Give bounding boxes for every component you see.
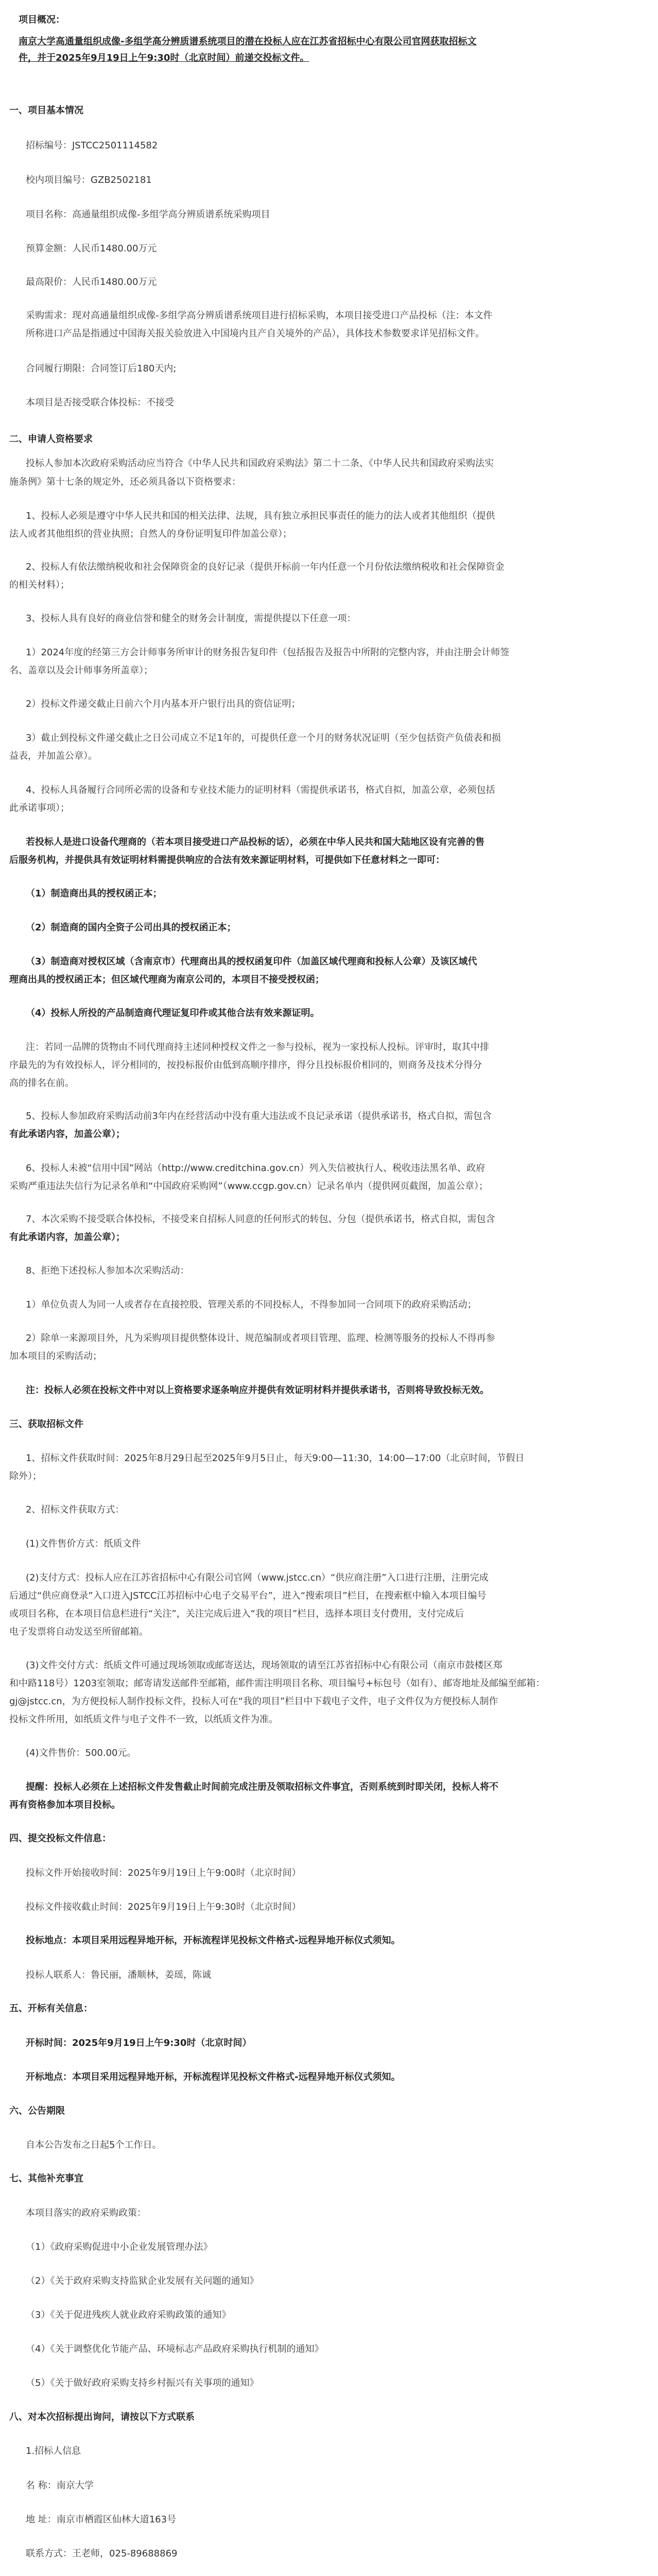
- notice-line: 开标地点：本项目采用远程异地开标，开标流程详见投标文件格式-远程异地开标仪式须知。: [26, 2072, 401, 2082]
- notice-line: 此承诺事项）；: [9, 803, 70, 814]
- notice-line: （4）《关于调整优化节能产品、环境标志产品政府采购执行机制的通知》: [26, 2344, 324, 2354]
- notice-line: 投标人联系人：鲁民丽，潘顺林，姜瑶，陈诚: [26, 1970, 211, 1980]
- notice-line: (3)文件交付方式：纸质文件可通过现场领取或邮寄送达，现场领取的请至江苏省招标中心有限公司（南京市鼓楼区郑: [26, 1660, 503, 1671]
- notice-line: 一、项目基本情况: [9, 105, 83, 116]
- notice-line: 7、本次采购不接受联合体投标，不接受来自招标人同意的任何形式的转包、分包（提供承诺书，格式自拟，需包含: [26, 1214, 495, 1225]
- notice-line: 施条例》第十七条的规定外，还必须具备以下资格要求：: [9, 477, 241, 487]
- notice-line: 1.招标人信息: [26, 2446, 81, 2456]
- notice-line: 有此承诺内容，加盖公章）；: [9, 1232, 125, 1243]
- notice-line: 四、提交投标文件信息：: [9, 1833, 111, 1844]
- notice-line: 采购严重违法失信行为记录名单和“中国政府采购网”（www.ccgp.gov.cn）记录名单内（提供网页截图，加盖公章）；: [9, 1181, 488, 1192]
- notice-line: 再有资格参加本项目投标。: [9, 1800, 120, 1810]
- notice-line: 投标人参加本次政府采购活动应当符合《中华人民共和国政府采购法》第二十二条、《中华人民共和国政府采购法实: [26, 458, 494, 469]
- notice-line: 招标编号：JSTCC2501114582: [26, 140, 158, 151]
- notice-line: （2）《关于政府采购支持监狱企业发展有关问题的通知》: [26, 2276, 259, 2286]
- notice-line: 联系方式：王老师，025-89688869: [26, 2548, 178, 2559]
- notice-line: 1）2024年度的经第三方会计师事务所审计的财务报告复印件（包括报告及报告中所附的完整内容，并由注册会计师签: [26, 647, 510, 658]
- notice-line: gj@jstcc.cn，为方便投标人制作投标文件，投标人可在“我的项目”栏目中下载电子文件，电子文件仅为方便投标人制作: [9, 1696, 498, 1707]
- notice-line: 8、拒绝下述投标人参加本次采购活动：: [26, 1265, 189, 1276]
- notice-line: 件，并于2025年9月19日上午9:30时（北京时间）前递交投标文件。: [19, 53, 309, 63]
- notice-line: 3）截止到投标文件递交截止之日公司成立不足1年的，可提供任意一个月的财务状况证明（至少包括资产负债表和损: [26, 733, 501, 743]
- notice-line: 电子发票将自动发送至所留邮箱。: [9, 1626, 148, 1637]
- notice-line: （5）《关于做好政府采购支持乡村振兴有关事项的通知》: [26, 2378, 259, 2388]
- notice-line: 的相关材料）；: [9, 580, 70, 590]
- notice-line: 注：若同一品牌的货物由不同代理商持主述同种授权文件之一参与投标，视为一家投标人投标。评审时，取其中排: [26, 1042, 489, 1053]
- notice-line: 投标地点：本项目采用远程异地开标，开标流程详见投标文件格式-远程异地开标仪式须知。: [26, 1935, 401, 1946]
- notice-line: （3）制造商对授权区域（含南京市）代理商出具的授权函复印件（加盖区域代理商和投标人公章）及该区域代: [26, 956, 477, 967]
- notice-line: 有此承诺内容，加盖公章）；: [9, 1129, 125, 1140]
- notice-line: 1、投标人必须是遵守中华人民共和国的相关法律、法规，具有独立承担民事责任的能力的法人或者其他组织（提供: [26, 511, 495, 521]
- notice-line: 3、投标人具有良好的商业信誉和健全的财务会计制度，需提供提以下任意一项：: [26, 613, 356, 624]
- notice-line: 注：投标人必须在投标文件中对以上资格要求逐条响应并提供有效证明材料并提供承诺书，否则将导致投标无效。: [26, 1385, 489, 1396]
- notice-line: 5、投标人参加政府采购活动前3年内在经营活动中没有重大违法或不良记录承诺（提供承诺书，格式自拟，需包含: [26, 1111, 492, 1122]
- notice-line: 2、投标人有依法缴纳税收和社会保障资金的良好记录（提供开标前一年内任意一个月份依法缴纳税收和社会保障资金: [26, 562, 505, 572]
- notice-line: 后服务机构，并提供具有效证明材料需提供响应的合法有效来源证明材料，可提供如下任意材料之一即可：: [9, 855, 445, 866]
- notice-line: 4、投标人具备履行合同所必需的设备和专业技术能力的证明材料（需提供承诺书，格式自拟，加盖公章，必须包括: [26, 785, 495, 795]
- notice-line: 投标文件所用，如纸质文件与电子文件不一致，以纸质文件为准。: [9, 1714, 278, 1725]
- notice-line: 2、招标文件获取方式：: [26, 1504, 125, 1515]
- notice-line: 最高限价：人民币1480.00万元: [26, 277, 157, 287]
- notice-line: （3）《关于促进残疾人就业政府采购政策的通知》: [26, 2310, 231, 2320]
- notice-line: 七、其他补充事宜: [9, 2173, 83, 2184]
- notice-line: 六、公告期限: [9, 2106, 65, 2116]
- notice-line: 2）除单一来源项目外，凡为采购项目提供整体设计、规范编制或者项目管理、监理、检测等服务的投标人不得再参: [26, 1333, 495, 1344]
- notice-line: 南京大学高通量组织成像-多组学高分辨质谱系统项目的潜在投标人应在江苏省招标中心有限公司官网获取招标文: [19, 36, 477, 47]
- notice-line: 投标文件接收截止时间：2025年9月19日上午9:30时（北京时间）: [26, 1902, 301, 1912]
- notice-line: 法人或者其他组织的营业执照；自然人的身份证明复印件加盖公章）；: [9, 529, 292, 539]
- notice-line: 八、对本次招标提出询问，请按以下方式联系: [9, 2412, 195, 2422]
- notice-line: 采购需求：现对高通量组织成像-多组学高分辨质谱系统项目进行招标采购，本项目接受进口产品投标（注：本文件: [26, 310, 493, 321]
- notice-line: 若投标人是进口设备代理商的（若本项目接受进口产品投标的话），必须在中华人民共和国大陆地区设有完善的售: [26, 837, 484, 848]
- notice-line: 和中路118号）1203室领取；邮寄请发送邮件至邮箱，邮件需注明项目名称、项目编号+标包号（如有）、邮寄地址及邮编至邮箱：: [9, 1678, 545, 1689]
- notice-line: （4）投标人所投的产品制造商代理证复印件或其他合法有效来源证明。: [26, 1008, 320, 1019]
- notice-line: 高的排名在前。: [9, 1078, 74, 1089]
- notice-line: (2)支付方式：投标人应在江苏省招标中心有限公司官网（www.jstcc.cn）“供应商注册”入口进行注册，注册完成: [26, 1572, 489, 1583]
- notice-line: 校内项目编号：GZB2502181: [26, 175, 152, 185]
- notice-line: （1）制造商出具的授权函正本；: [26, 888, 162, 899]
- notice-line: 开标时间：2025年9月19日上午9:30时（北京时间）: [26, 2038, 252, 2048]
- notice-line: 1）单位负责人为同一人或者存在直接控股、管理关系的不同投标人，不得参加同一合同项下的政府采购活动；: [26, 1299, 477, 1310]
- notice-line: 加本项目的采购活动；: [9, 1351, 102, 1362]
- notice-line: 6、投标人未被“信用中国”网站（http://www.creditchina.gov.cn）列入失信被执行人、税收违法黑名单、政府: [26, 1163, 486, 1174]
- notice-line: （2）制造商的国内全资子公司出具的授权函正本；: [26, 922, 236, 933]
- notice-line: 地 址：南京市栖霞区仙林大道163号: [26, 2514, 177, 2525]
- notice-line: 项目名称：高通量组织成像-多组学高分辨质谱系统采购项目: [26, 209, 270, 220]
- notice-line: 所称进口产品是指通过中国海关报关验放进入中国境内且产自关境外的产品），具体技术参数要求详见招标文件。: [26, 328, 484, 339]
- notice-line: 1、招标文件获取时间：2025年8月29日起至2025年9月5日止，每天9:00—11:30，14:00—17:00（北京时间，节假日: [26, 1453, 525, 1464]
- notice-line: (4)文件售价：500.00元。: [26, 1748, 136, 1758]
- notice-line: 自本公告发布之日起5个工作日。: [26, 2140, 162, 2150]
- notice-line: 投标文件开始接收时间：2025年9月19日上午9:00时（北京时间）: [26, 1868, 301, 1878]
- notice-line: 本项目是否接受联合体投标：不接受: [26, 397, 174, 408]
- notice-line: 名 称：南京大学: [26, 2480, 94, 2491]
- notice-line: (1)文件售价方式：纸质文件: [26, 1538, 141, 1549]
- notice-line: 预算金额：人民币1480.00万元: [26, 243, 157, 254]
- notice-line: 本项目落实的政府采购政策：: [26, 2208, 146, 2218]
- notice-line: 五、开标有关信息：: [9, 2003, 93, 2014]
- notice-line: 后通过“供应商登录”入口进入JSTCC江苏招标中心电子交易平台”，进入“搜索项目”栏目，在搜索框中输入本项目编号: [9, 1590, 487, 1601]
- notice-line: （1）《政府采购促进中小企业发展管理办法》: [26, 2242, 213, 2252]
- notice-line: 除外）；: [9, 1471, 42, 1482]
- notice-line: 序最先的为有效投标人，评分相同的，按投标报价由低到高顺序排序，得分且投标报价相同的，则商务及技术分得分: [9, 1060, 482, 1071]
- notice-line: 理商出具的授权函正本；但区域代理商为南京公司的，本项目不接受授权函；: [9, 974, 324, 985]
- notice-line: 2）投标文件递交截止日前六个月内基本开户银行出具的资信证明；: [26, 699, 301, 709]
- notice-line: 或项目名称，在本项目信息栏进行“关注”，关注完成后进入“我的项目”栏目，选择本项目支付费用，支付完成后: [9, 1608, 464, 1619]
- notice-line: 合同履行期限：合同签订后180天内;: [26, 363, 177, 374]
- notice-line: 提醒：投标人必须在上述招标文件发售截止时间前完成注册及领取招标文件事宜，否则系统到时即关闭，投标人将不: [26, 1782, 498, 1792]
- notice-line: 名、盖章以及会计师事务所盖章）；: [9, 665, 153, 676]
- notice-line: 二、申请人资格要求: [9, 434, 93, 445]
- notice-line: 项目概况：: [19, 14, 65, 25]
- notice-line: 益表，并加盖公章）。: [9, 751, 97, 761]
- notice-line: 三、获取招标文件: [9, 1419, 83, 1430]
